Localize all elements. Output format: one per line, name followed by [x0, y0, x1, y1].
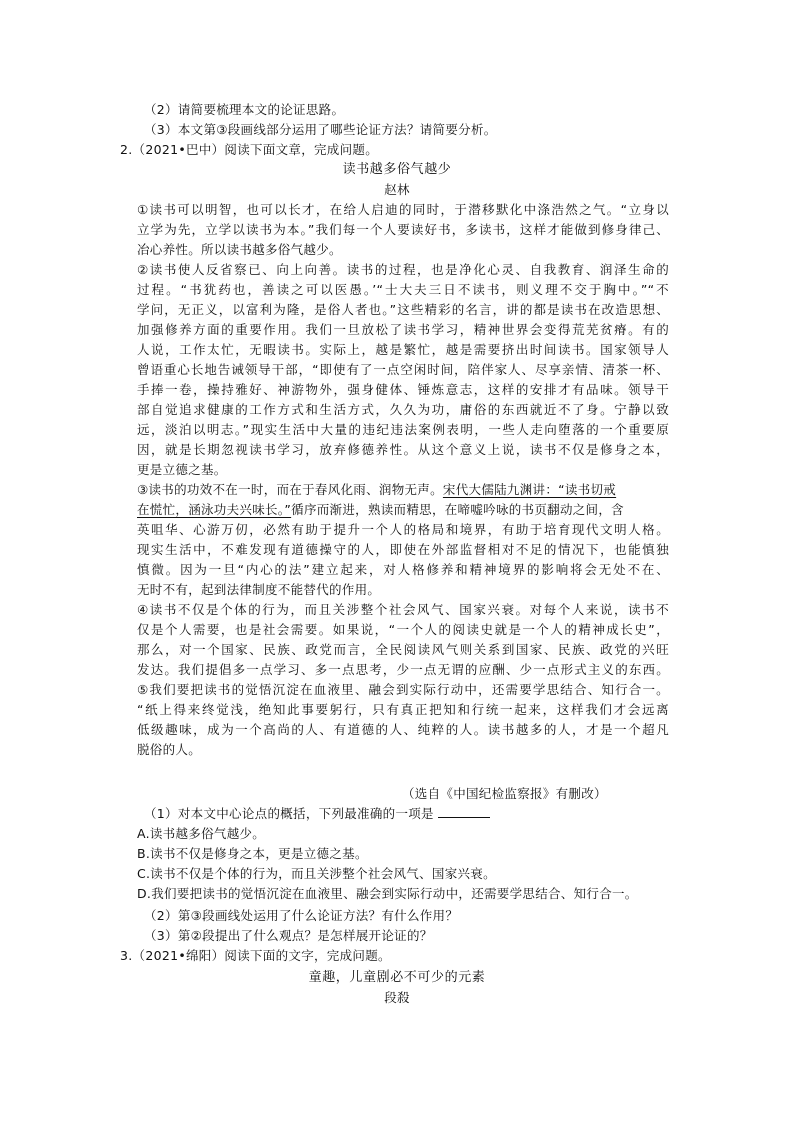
paragraph-3-line-2 [137, 502, 624, 518]
body-line: ①读书可以明智，也可以长才，在给人启迪的同时，于潜移默化中涤浩然之气。“立身以 [137, 202, 669, 217]
article-author: 赵林 [384, 182, 410, 197]
body-line: ⑤我们要把读书的觉悟沉淀在血液里、融会到实际行动中，还需要学思结合、知行合一。 [137, 682, 669, 697]
underlined-quote: 在慌忙，涵泳功夫兴味长。” [137, 502, 292, 517]
body-line: “纸上得来终觉浅，绝知此事要躬行，只有真正把知和行统一起来，这样我们才会远离 [137, 702, 669, 717]
q3-header: 3.（2021•绵阳）阅读下面的文字，完成问题。 [120, 948, 391, 963]
body-line: 因，就是长期忽视读书学习，放弃修德养性。从这个意义上说，读书不仅是修身之本， [137, 442, 669, 457]
article-title: 读书越多俗气越少 [342, 162, 452, 177]
body-text: ③读书的功效不在一时，而在于春风化雨、润物无声。 [137, 482, 443, 497]
body-text: 循序而渐进，熟读而精思，在啼嘘吟咏的书页翻动之间，含 [291, 502, 624, 517]
body-line: 现实生活中，不难发现有道德操守的人，即使在外部监督相对不足的情况下，也能慎独 [137, 542, 669, 557]
body-line: 那么，对一个国家、民族、政党而言，全民阅读风气则关系到国家、民族、政党的兴旺 [137, 642, 669, 657]
paragraph-3-line-1 [137, 482, 616, 498]
answer-blank[interactable] [438, 806, 490, 818]
body-line: 无时不有，起到法律制度不能替代的作用。 [137, 582, 381, 597]
body-line: 立学为先，立学以读书为本。”我们每一个人要读好书，多读书，这样才能做到修身律己、 [137, 222, 669, 237]
subquestion-2: （2）第③段画线处运用了什么论证方法？有什么作用？ [144, 908, 459, 923]
subquestion-1 [144, 806, 490, 822]
q2-header: 2.（2021•巴中）阅读下面文章，完成问题。 [120, 142, 379, 157]
body-line: 加强修养方面的重要作用。我们一旦放松了读书学习，精神世界会变得荒芜贫瘠。有的 [137, 322, 669, 337]
q3-article-author: 段殺 [384, 990, 410, 1005]
body-line: 过程。“书犹药也，善读之可以医愚。’“士大夫三日不读书，则义理不交于胸中。”“不 [137, 282, 669, 297]
body-line: 远，淡泊以明志。”现实生活中大量的违纪违法案例表明，一些人走向堕落的一个重要原 [137, 422, 669, 437]
body-line: 脱俗的人。 [137, 742, 202, 757]
option-c: C.读书不仅是个体的行为，而且关涉整个社会风气、国家兴衰。 [137, 866, 496, 881]
body-line: 更是立德之基。 [137, 462, 227, 477]
body-line: 仅是个人需要，也是社会需要。如果说，“一个人的阅读史就是一个人的精神成长史”， [137, 622, 669, 637]
body-line: 低级趣味，成为一个高尚的人、有道德的人、纯粹的人。读书越多的人，才是一个超凡 [137, 722, 669, 737]
article-source: （选自《中国纪检监察报》有删改） [402, 786, 607, 801]
option-d: D.我们要把读书的觉悟沉淀在血液里、融会到实际行动中，还需要学思结合、知行合一。 [137, 886, 638, 901]
body-line: 曾语重心长地告诫领导干部，“即使有了一点空闲时间，陪伴家人、尽享亲情、清茶一杯、 [137, 362, 669, 377]
body-line: 英咀华、心游万仞，必然有助于提升一个人的格局和境界，有助于培育现代文明人格。 [137, 522, 669, 537]
q1-subquestion-2: （2）请简要梳理本文的论证思路。 [144, 102, 345, 117]
subquestion-3: （3）第②段提出了什么观点？是怎样展开论证的？ [144, 928, 433, 943]
subquestion-1-text: （1）对本文中心论点的概括，下列最准确的一项是 [144, 806, 434, 821]
body-line: 手捧一卷，操持雅好、神游物外，强身健体、锤炼意志，这样的安排才有品味。领导干 [137, 382, 669, 397]
body-line: 发达。我们提倡多一点学习、多一点思考，少一点无谓的应酬、少一点形式主义的东西。 [137, 662, 669, 677]
body-line: ②读书使人反省察已、向上向善。读书的过程，也是净化心灵、自我教育、润泽生命的 [137, 262, 669, 277]
option-a: A.读书越多俗气越少。 [137, 826, 266, 841]
body-line: 冶心养性。所以读书越多俗气越少。 [137, 242, 342, 257]
body-line: 部自觉追求健康的工作方式和生活方式，久久为功，庸俗的东西就近不了身。宁静以致 [137, 402, 669, 417]
underlined-quote: 宋代大儒陆九渊讲：“读书切戒 [442, 482, 617, 497]
body-line: 慎微。因为一旦“内心的法”建立起来，对人格修养和精神境界的影响将会无处不在、 [137, 562, 669, 577]
body-line: ④读书不仅是个体的行为，而且关涉整个社会风气、国家兴衰。对每个人来说，读书不 [137, 602, 669, 617]
body-line: 学问，无正义，以富利为隆，是俗人者也。”这些精彩的名言，讲的都是读书在改造思想、 [137, 302, 669, 317]
q1-subquestion-3: （3）本文第③段画线部分运用了哪些论证方法？请简要分析。 [144, 122, 497, 137]
body-line: 人说，工作太忙，无暇读书。实际上，越是繁忙，越是需要挤出时间读书。国家领导人 [137, 342, 669, 357]
option-b: B.读书不仅是修身之本，更是立德之基。 [137, 846, 368, 861]
q3-article-title: 童趣，儿童剧必不可少的元素 [308, 970, 486, 985]
